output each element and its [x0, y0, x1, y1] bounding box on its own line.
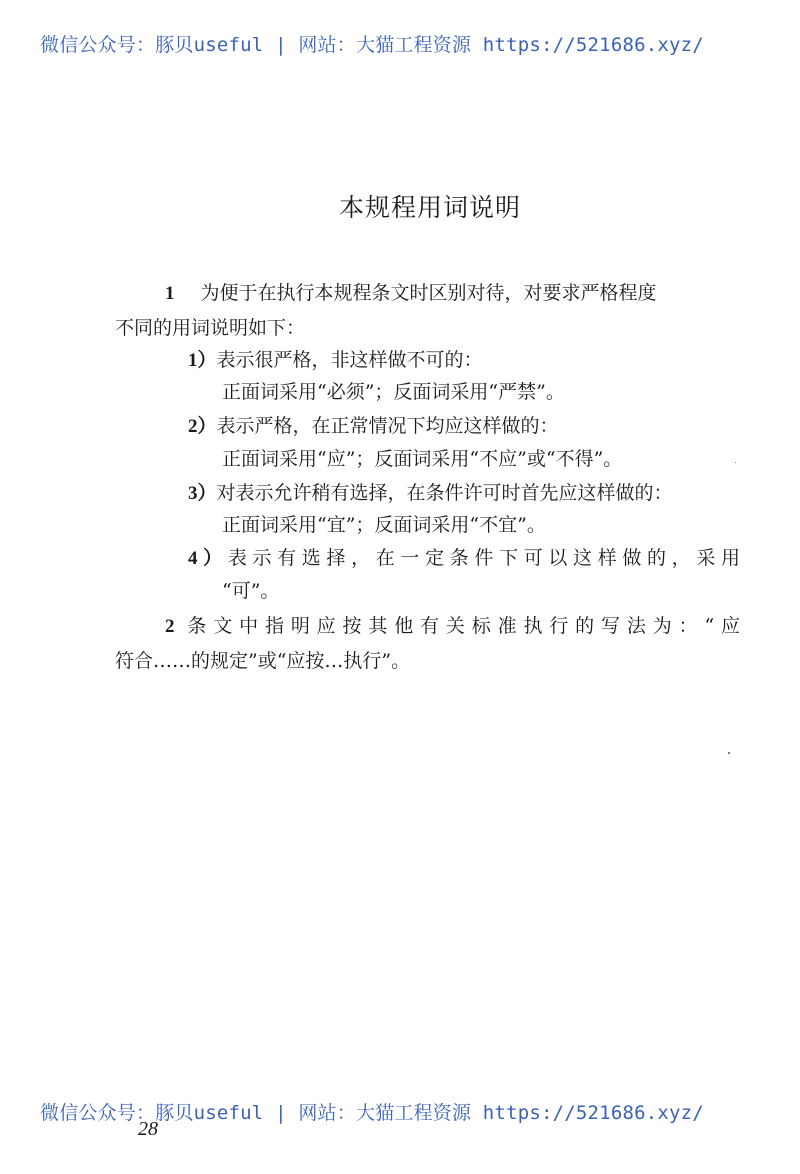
clause-1-text: 为便于在执行本规程条文时区别对待，对要求严格程度 — [200, 282, 657, 304]
clause-2-number: 2 — [165, 616, 175, 637]
list-item-3-number: 3） — [188, 483, 217, 504]
list-item-4 — [188, 543, 740, 570]
clause-1-line-1 — [165, 278, 657, 305]
scan-speck — [728, 752, 730, 754]
list-item-4-sub: “可”。 — [222, 580, 280, 602]
list-item-1 — [188, 345, 483, 372]
scan-speck — [735, 462, 736, 463]
list-item-3-sub: 正面词采用“宜”；反面词采用“不宜”。 — [222, 514, 546, 536]
list-item-1-text: 表示很严格，非这样做不可的： — [216, 349, 483, 371]
page-title: 本规程用词说明 — [338, 193, 521, 222]
list-item-2-sub: 正面词采用“应”；反面词采用“不应”或“不得”。 — [222, 448, 623, 470]
clause-2-text: 条文中指明应按其他有关标准执行的写法为：“应 — [187, 615, 741, 637]
page-number: 28 — [138, 1118, 158, 1140]
list-item-3-text: 对表示允许稍有选择，在条件许可时首先应这样做的： — [216, 482, 673, 504]
watermark-bottom: 微信公众号：豚贝useful | 网站：大猫工程资源 https://521686.xyz/ — [40, 1102, 704, 1124]
list-item-2-text: 表示严格，在正常情况下均应这样做的： — [216, 415, 559, 437]
list-item-2-number: 2） — [188, 416, 217, 437]
list-item-1-sub: 正面词采用“必须”；反面词采用“严禁”。 — [222, 381, 565, 403]
list-item-2 — [188, 411, 559, 438]
list-item-3 — [188, 478, 673, 505]
clause-2-line-2: 符合……的规定”或“应按…执行”。 — [115, 650, 411, 672]
clause-2-line-1 — [165, 611, 740, 638]
list-item-4-number: 4） — [188, 548, 228, 569]
clause-1-number: 1 — [165, 283, 175, 304]
watermark-top: 微信公众号：豚贝useful | 网站：大猫工程资源 https://521686.xyz/ — [40, 34, 704, 56]
list-item-1-number: 1） — [188, 350, 217, 371]
clause-1-line-2: 不同的用词说明如下： — [115, 317, 306, 339]
list-item-4-text: 表示有选择，在一定条件下可以这样做的，采用 — [227, 547, 740, 569]
